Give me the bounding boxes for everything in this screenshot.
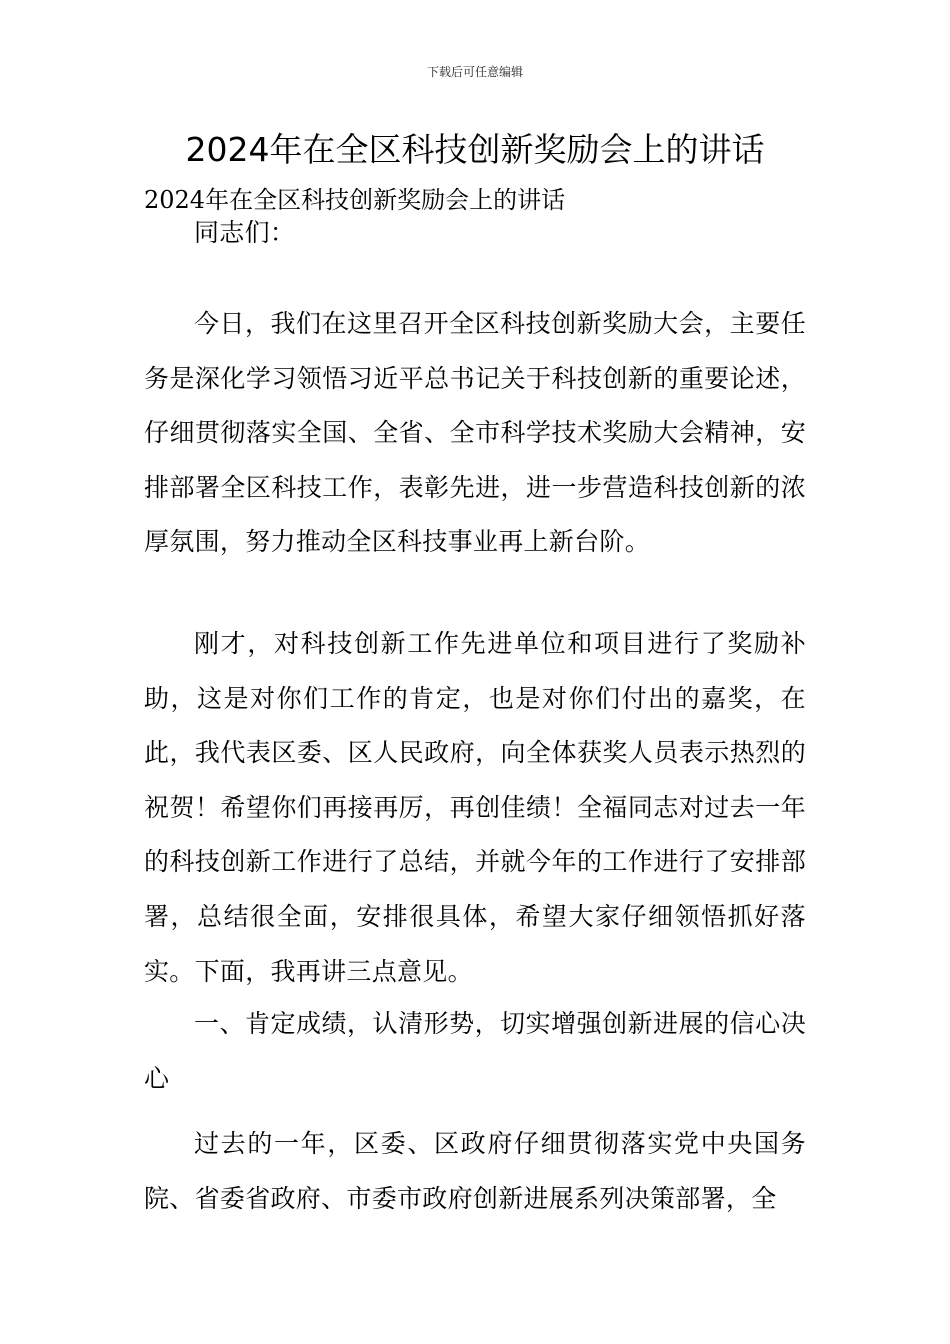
salutation: 同志们： bbox=[194, 218, 296, 247]
document-subtitle: 2024年在全区科技创新奖励会上的讲话 bbox=[144, 186, 566, 214]
paragraph-past-year: 过去的一年，区委、区政府仔细贯彻落实党中央国务院、省委省政府、市委市政府创新进展系列决策部署，全 bbox=[144, 1129, 806, 1213]
paragraph-awards: 刚才，对科技创新工作先进单位和项目进行了奖励补助，这是对你们工作的肯定，也是对你们付出的嘉奖，在此，我代表区委、区人民政府，向全体获奖人员表示热烈的祝贺！希望你们再接再厉，再创佳绩！全福同志对过去一年的科技创新工作进行了总结，并就今年的工作进行了安排部署，总结很全面，安排很具体，希望大家仔细领悟抓好落实。下面，我再讲三点意见。 bbox=[144, 629, 806, 986]
header-note: 下载后可任意编辑 bbox=[426, 65, 523, 79]
section-heading-one: 一、肯定成绩，认清形势，切实增强创新进展的信心决心 bbox=[144, 1009, 806, 1093]
document-title: 2024年在全区科技创新奖励会上的讲话 bbox=[185, 130, 765, 169]
paragraph-opening: 今日，我们在这里召开全区科技创新奖励大会，主要任务是深化学习领悟习近平总书记关于科技创新的重要论述，仔细贯彻落实全国、全省、全市科学技术奖励大会精神，安排部署全区科技工作，表彰先进，进一步营造科技创新的浓厚氛围，努力推动全区科技事业再上新台阶。 bbox=[144, 309, 806, 557]
